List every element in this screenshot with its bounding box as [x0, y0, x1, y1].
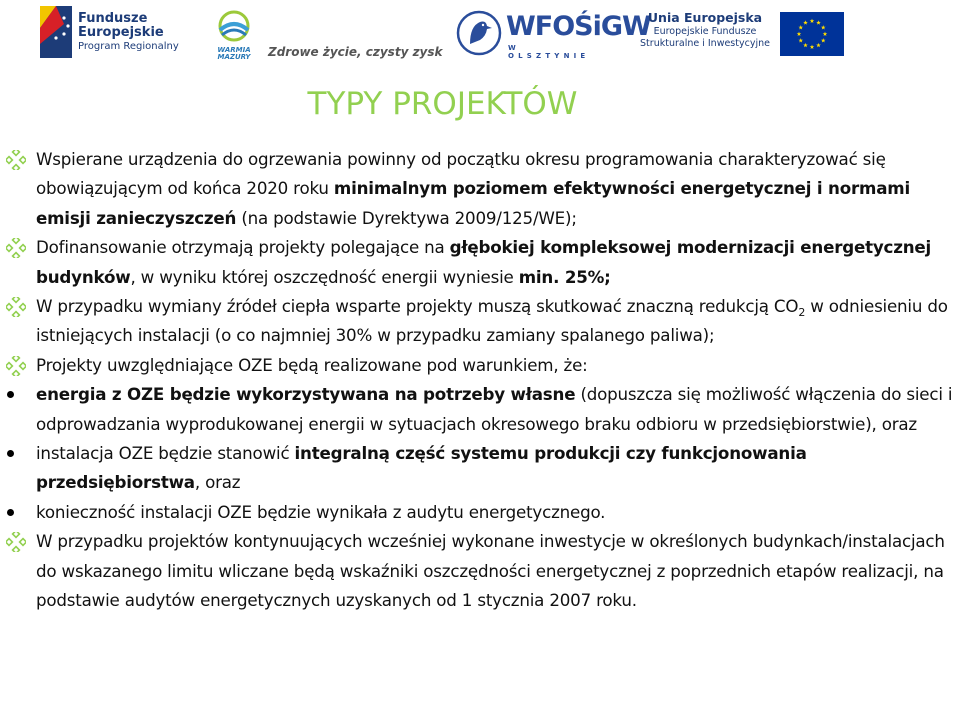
- list-item: [0, 439, 959, 498]
- stork-icon: [456, 10, 502, 56]
- project-types-list: [0, 145, 959, 616]
- text-segment: W przypadku projektów kontynuujących wcześniej wykonane inwestycje w określonych budynkach/instalacjach do wskazanego limitu wliczane będą wskaźniki oszczędności energetycznej z poprzednich etapów realizacji, na podstawie audytów energetycznych uzyskanych od 1 stycznia 2007 roku.: [36, 531, 945, 611]
- unia-europejska-logo: [640, 10, 850, 60]
- ue-logo-line1: Unia Europejska: [647, 10, 763, 25]
- four-diamond-bullet-icon: [6, 356, 26, 376]
- list-item: [0, 498, 959, 527]
- text-segment: Dofinansowanie otrzymają projekty polegające na: [36, 237, 450, 258]
- page-title: TYPY PROJEKTÓW: [307, 86, 578, 122]
- bold-text-segment: minimalnym poziomem efektywności energetycznej i normami emisji zanieczyszczeń: [36, 178, 910, 228]
- text-segment: , oraz: [194, 472, 241, 493]
- text-segment: w odniesieniu do istniejących instalacji (o co najmniej 30% w przypadku zamiany spalanego paliwa);: [36, 296, 948, 346]
- eu-flag-icon: [780, 12, 844, 56]
- round-bullet-icon: [7, 509, 14, 516]
- text-segment: (na podstawie Dyrektywa 2009/125/WE);: [236, 207, 577, 228]
- ue-logo-line3: Strukturalne i Inwestycyjne: [640, 38, 770, 49]
- four-diamond-bullet-icon: [6, 150, 26, 170]
- text-segment: (dopuszcza się możliwość włączenia do sieci i odprowadzania wyprodukowanej energii w sytuacjach okresowego braku odbioru w przedsiębiorstwie), oraz: [36, 384, 953, 434]
- logo-strip: [0, 0, 959, 70]
- fundusze-europejskie-mark-icon: [34, 6, 78, 58]
- text-segment: 2: [798, 306, 806, 320]
- warmia-mazury-tagline: Zdrowe życie, czysty zysk: [268, 45, 443, 59]
- svg-text:WARMIA: WARMIA: [217, 46, 251, 54]
- list-item: [0, 233, 959, 292]
- bold-text-segment: energia z OZE będzie wykorzystywana na potrzeby własne: [36, 384, 576, 405]
- bold-text-segment: integralną część systemu produkcji czy funkcjonowania przedsiębiorstwa: [36, 443, 807, 493]
- fundusze-europejskie-logo: [28, 6, 188, 60]
- fe-logo-line2: Europejskie: [78, 25, 164, 40]
- bold-text-segment: min. 25%;: [518, 266, 611, 287]
- text-segment: Wspierane urządzenia do ogrzewania powinny od początku okresu programowania charakteryzować się obowiązującym od końca 2020 roku: [36, 149, 886, 199]
- list-item: [0, 292, 959, 351]
- list-item: [0, 380, 959, 439]
- four-diamond-bullet-icon: [6, 238, 26, 258]
- text-segment: instalacja OZE będzie stanowić: [36, 443, 295, 464]
- text-segment: konieczność instalacji OZE będzie wynikała z audytu energetycznego.: [36, 501, 606, 522]
- warmia-mazury-logo: [208, 8, 443, 64]
- text-segment: Projekty uwzględniające OZE będą realizowane pod warunkiem, że:: [36, 354, 588, 375]
- four-diamond-bullet-icon: [6, 297, 26, 317]
- round-bullet-icon: [7, 391, 14, 398]
- wfosigw-logo: [456, 10, 651, 60]
- fe-logo-line1: Fundusze: [78, 11, 148, 26]
- text-segment: , w wyniku której oszczędność energii wyniesie: [130, 266, 519, 287]
- fe-logo-line3: Program Regionalny: [78, 41, 179, 52]
- bold-text-segment: głębokiej kompleksowej modernizacji energetycznej budynków: [36, 237, 932, 287]
- svg-text:MAZURY: MAZURY: [217, 53, 251, 60]
- list-item: [0, 145, 959, 233]
- four-diamond-bullet-icon: [6, 532, 26, 552]
- warmia-mazury-mark-icon: [210, 8, 258, 60]
- list-item: [0, 527, 959, 615]
- list-item: [0, 351, 959, 380]
- text-segment: W przypadku wymiany źródeł ciepła wsparte projekty muszą skutkować znaczną redukcją CO: [36, 296, 799, 317]
- wfosigw-name: WFOŚiGW: [506, 11, 651, 42]
- ue-logo-line2: Europejskie Fundusze: [653, 26, 757, 37]
- wfosigw-subtitle: W OLSZTYNIE: [508, 44, 590, 60]
- round-bullet-icon: [7, 450, 14, 457]
